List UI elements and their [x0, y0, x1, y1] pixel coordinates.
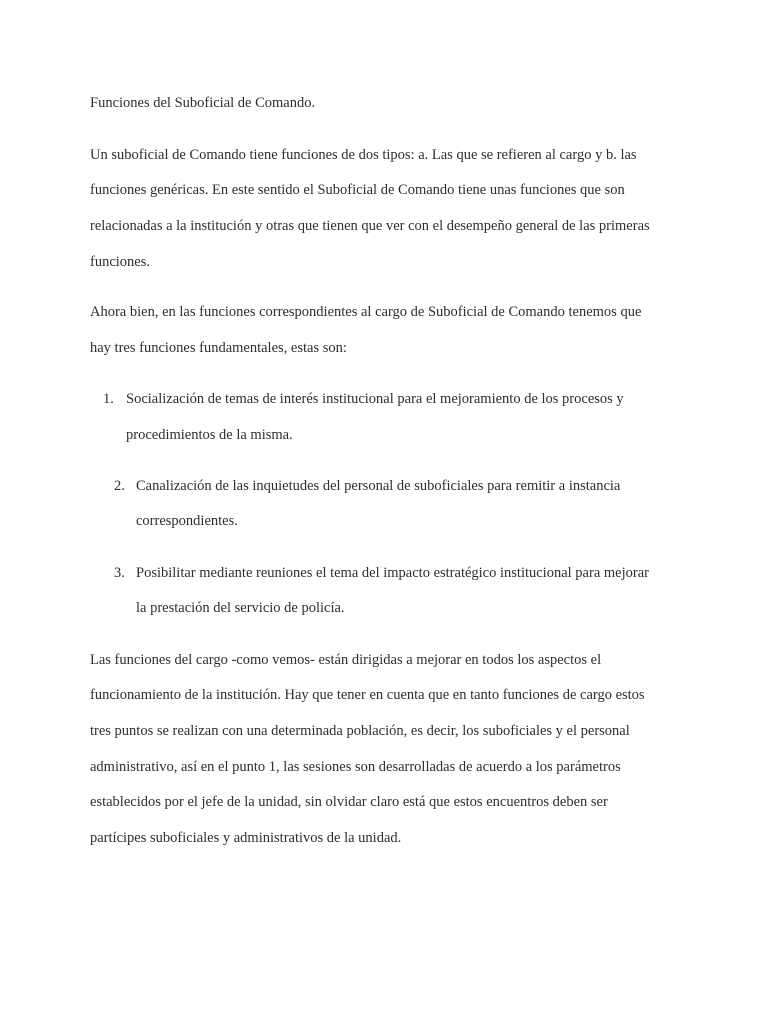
paragraph-line: hay tres funciones fundamentales, estas son: — [90, 340, 347, 356]
list-item-line: procedimientos de la misma. — [126, 427, 293, 443]
paragraph-line: administrativo, así en el punto 1, las sesiones son desarrolladas de acuerdo a los parámetros — [90, 759, 621, 775]
list-item-line: Posibilitar mediante reuniones el tema del impacto estratégico institucional para mejorar — [136, 565, 649, 581]
paragraph-line: tres puntos se realizan con una determinada población, es decir, los suboficiales y el personal — [90, 723, 630, 739]
list-number: 1. — [103, 391, 114, 407]
list-number: 2. — [114, 478, 125, 494]
paragraph-line: Ahora bien, en las funciones correspondientes al cargo de Suboficial de Comando tenemos que — [90, 304, 642, 320]
list-item-line: la prestación del servicio de policía. — [136, 600, 345, 616]
paragraph-line: relacionadas a la institución y otras que tienen que ver con el desempeño general de las primeras — [90, 218, 650, 234]
list-item-line: Socialización de temas de interés institucional para el mejoramiento de los procesos y — [126, 391, 624, 407]
paragraph-line: funciones. — [90, 254, 150, 270]
list-number: 3. — [114, 565, 125, 581]
paragraph-line: Las funciones del cargo -como vemos- están dirigidas a mejorar en todos los aspectos el — [90, 652, 602, 668]
paragraph-line: Un suboficial de Comando tiene funciones de dos tipos: a. Las que se refieren al cargo y b. las — [90, 147, 637, 163]
list-item-line: Canalización de las inquietudes del personal de suboficiales para remitir a instancia — [136, 478, 621, 494]
paragraph-line: establecidos por el jefe de la unidad, sin olvidar claro está que estos encuentros deben ser — [90, 794, 608, 810]
paragraph-line: funcionamiento de la institución. Hay que tener en cuenta que en tanto funciones de cargo estos — [90, 687, 645, 703]
paragraph-line: partícipes suboficiales y administrativos de la unidad. — [90, 830, 402, 846]
list-item-line: correspondientes. — [136, 513, 238, 529]
paragraph-line: funciones genéricas. En este sentido el Suboficial de Comando tiene unas funciones que son — [90, 182, 625, 198]
document-title: Funciones del Suboficial de Comando. — [90, 95, 316, 111]
